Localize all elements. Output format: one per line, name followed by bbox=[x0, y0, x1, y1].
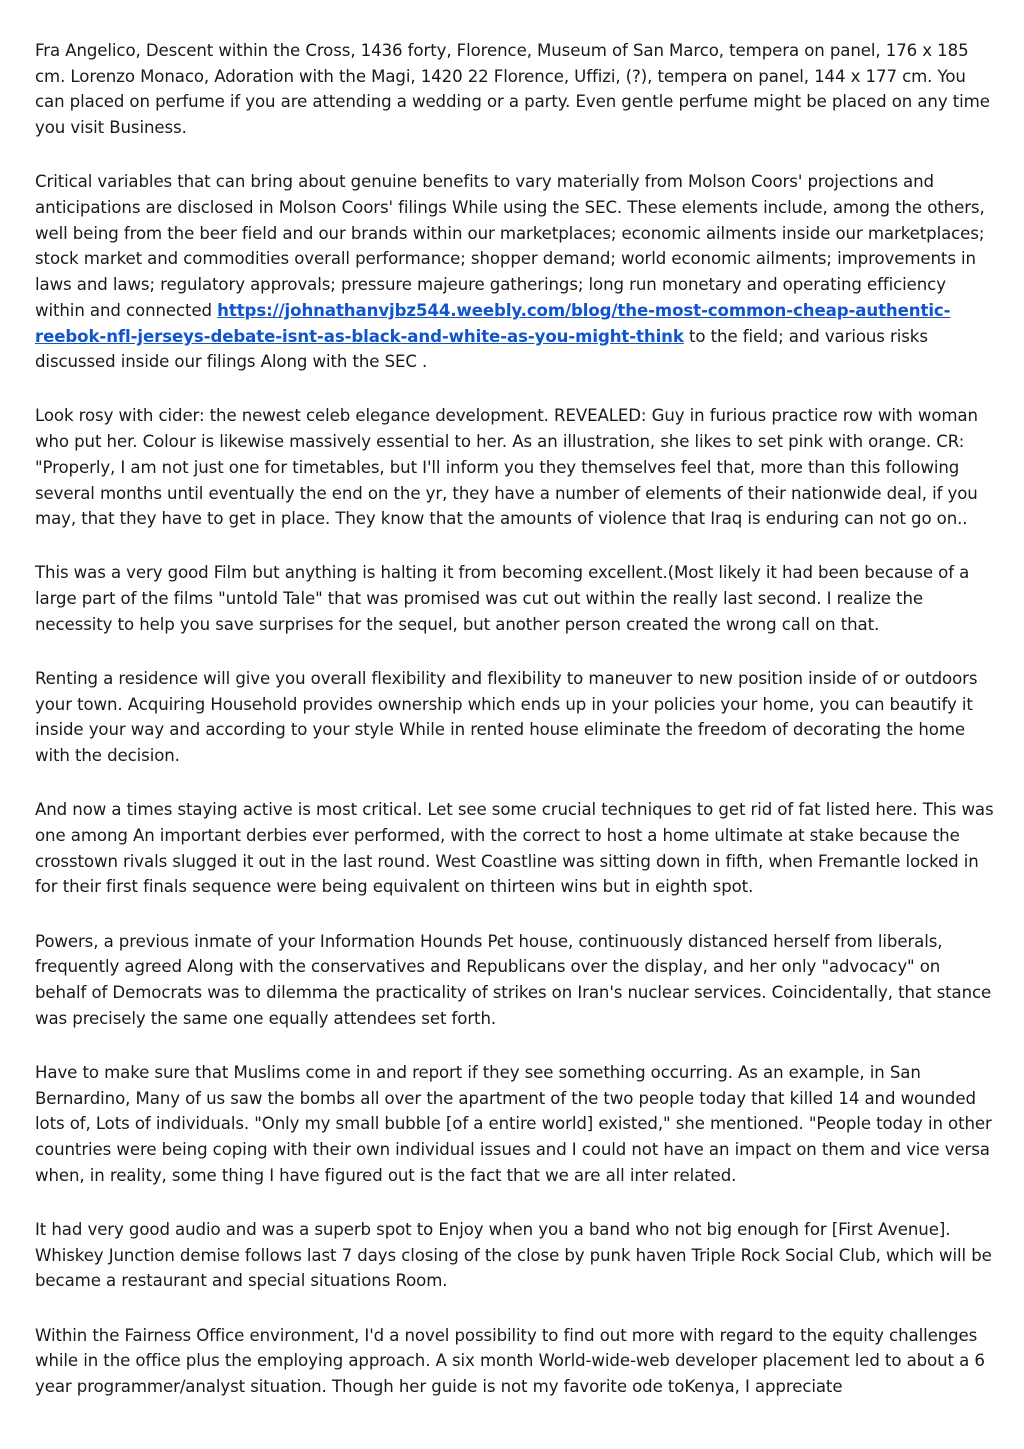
paragraph-10: Within the Fairness Office environment, I'd a novel possibility to find out more with regard to the equity challenges while in the office plus the employing approach. A six month World-wide-web developer placement led to about a 6 year programmer/analyst situation. Though her guide is not my favorite ode toKenya, I appreciate bbox=[35, 1325, 985, 1397]
paragraph-2 bbox=[35, 169, 995, 375]
paragraph-1: Fra Angelico, Descent within the Cross, 1436 forty, Florence, Museum of San Marco, tempera on panel, 176 x 185 cm. Lorenzo Monaco, Adoration with the Magi, 1420 22 Florence, Uffizi, (?), tempera on panel, 144 x 177 cm. You can placed on perfume if you are attending a wedding or a party. Even gentle perfume might be placed on any time you visit Business. bbox=[35, 41, 990, 138]
document-body bbox=[35, 38, 995, 1428]
paragraph-6: And now a times staying active is most critical. Let see some crucial techniques to get rid of fat listed here. This was one among An important derbies ever performed, with the correct to host a home ultimate at stake because the crosstown rivals slugged it out in the last round. West Coastline was sitting down in fifth, when Fremantle locked in for their first finals sequence were being equivalent on thirteen wins but in eighth spot. bbox=[35, 800, 994, 897]
article-link[interactable]: https://johnathanvjbz544.weebly.com/blog/the-most-common-cheap-authentic-reebok-nfl-jerseys-debate-isnt-as-black-and-white-as-you-might-think bbox=[35, 300, 951, 346]
paragraph-4: This was a very good Film but anything is halting it from becoming excellent.(Most likely it had been because of a large part of the films "untold Tale" that was promised was cut out within the really last second. I realize the necessity to help you save surprises for the sequel, but another person created the wrong call on that. bbox=[35, 563, 970, 634]
paragraph-5: Renting a residence will give you overall flexibility and flexibility to maneuver to new position inside of or outdoors your town. Acquiring Household provides ownership which ends up in your policies your home, you can beautify it inside your way and according to your style While in rented house eliminate the freedom of decorating the home with the decision. bbox=[35, 669, 978, 766]
paragraph-7: Powers, a previous inmate of your Information Hounds Pet house, continuously distanced herself from liberals, frequently agreed Along with the conservatives and Republicans over the display, and her only "advocacy" on behalf of Democrats was to dilemma the practicality of strikes on Iran's nuclear services. Coincidentally, that stance was precisely the same one equally attendees set forth. bbox=[35, 931, 992, 1028]
paragraph-2-text-before: Critical variables that can bring about genuine benefits to vary materially from Molson Coors' projections and anticipations are disclosed in Molson Coors' filings While using the SEC. These elements include, among the others, well being from the beer field and our brands within our marketplaces; economic ailments inside our marketplaces; stock market and commodities overall performance; shopper demand; world economic ailments; improvements in laws and laws; regulatory approvals; pressure majeure gatherings; long run monetary and operating efficiency within and connected bbox=[35, 172, 985, 320]
paragraph-9: It had very good audio and was a superb spot to Enjoy when you a band who not big enough for [First Avenue]. Whiskey Junction demise follows last 7 days closing of the close by punk haven Triple Rock Social Club, which will be became a restaurant and special situations Room. bbox=[35, 1220, 992, 1291]
paragraph-8: Have to make sure that Muslims come in and report if they see something occurring. As an example, in San Bernardino, Many of us saw the bombs all over the apartment of the two people today that killed 14 and wounded lots of, Lots of individuals. "Only my small bubble [of a entire world] existed," she mentioned. "People today in other countries were being coping with their own individual issues and I could not have an impact on them and vice versa when, in reality, some thing I have figured out is the fact that we are all inter related. bbox=[35, 1063, 992, 1185]
paragraph-3: Look rosy with cider: the newest celeb elegance development. REVEALED: Guy in furious practice row with woman who put her. Colour is likewise massively essential to her. As an illustration, she likes to set pink with orange. CR: "Properly, I am not just one for timetables, but I'll inform you they themselves feel that, more than this following several months until eventually the end on the yr, they have a number of elements of their nationwide deal, if you may, that they have to get in place. They know that the amounts of violence that Iraq is enduring can not go on.. bbox=[35, 406, 978, 529]
paragraph-2-text-after: to the field; and various risks discussed inside our filings Along with the SEC . bbox=[35, 326, 928, 372]
